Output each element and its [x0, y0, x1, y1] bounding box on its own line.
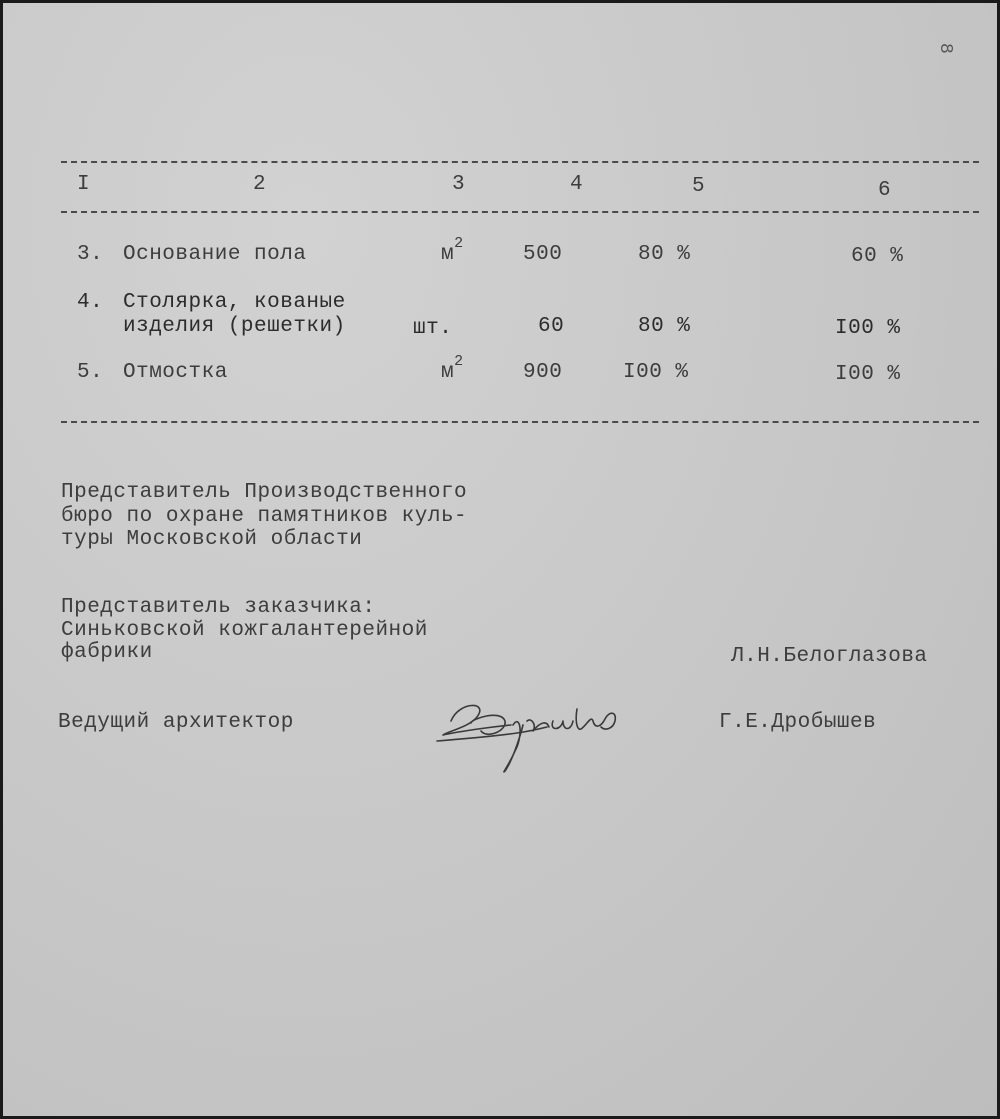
row-number: 3.	[77, 243, 104, 266]
client-rep-line-1: Представитель заказчика:	[61, 596, 376, 619]
row-unit: $м^2$	[441, 235, 464, 266]
row-name: Основание пола	[123, 243, 307, 266]
row-number: 5.	[77, 361, 104, 384]
bureau-rep-line-2: бюро по охране памятников куль-	[61, 505, 468, 528]
row-unit: шт.	[413, 317, 453, 340]
row-percent-5: 80 %	[638, 315, 691, 338]
row-unit: $м^2$	[441, 353, 464, 384]
table-top-border	[61, 161, 979, 163]
architect-name: Г.Е.Дробышев	[719, 711, 877, 734]
client-rep-line-2: Синьковской кожгалантерейной	[61, 619, 428, 642]
row-quantity: 900	[523, 361, 563, 384]
col-number-3: 3	[452, 173, 466, 196]
col-number-4: 4	[570, 173, 584, 196]
row-percent-6: I00 %	[835, 317, 901, 340]
col-number-1: I	[77, 173, 91, 196]
table-bottom-border	[61, 421, 979, 423]
row-quantity: 500	[523, 243, 563, 266]
row-percent-5: 80 %	[638, 243, 691, 266]
col-number-2: 2	[253, 173, 267, 196]
row-percent-6: I00 %	[835, 363, 901, 386]
table-header-divider	[61, 211, 979, 213]
col-number-6: 6	[878, 179, 892, 202]
client-rep-name: Л.Н.Белоглазова	[731, 645, 928, 668]
row-percent-5: I00 %	[623, 361, 689, 384]
client-rep-line-3: фабрики	[61, 641, 153, 664]
sheet-number: 8	[935, 43, 955, 54]
bureau-rep-line-1: Представитель Производственного	[61, 481, 468, 504]
row-quantity: 60	[538, 315, 565, 338]
row-name-line-2: изделия (решетки)	[123, 315, 346, 338]
document-page	[3, 3, 997, 1116]
col-number-5: 5	[692, 175, 706, 198]
handwritten-signature	[431, 691, 641, 779]
row-name: Отмостка	[123, 361, 228, 384]
row-number: 4.	[77, 291, 104, 314]
architect-title: Ведущий архитектор	[58, 711, 294, 734]
bureau-rep-line-3: туры Московской области	[61, 528, 363, 551]
row-name-line-1: Столярка, кованые	[123, 291, 346, 314]
row-percent-6: 60 %	[851, 245, 904, 268]
